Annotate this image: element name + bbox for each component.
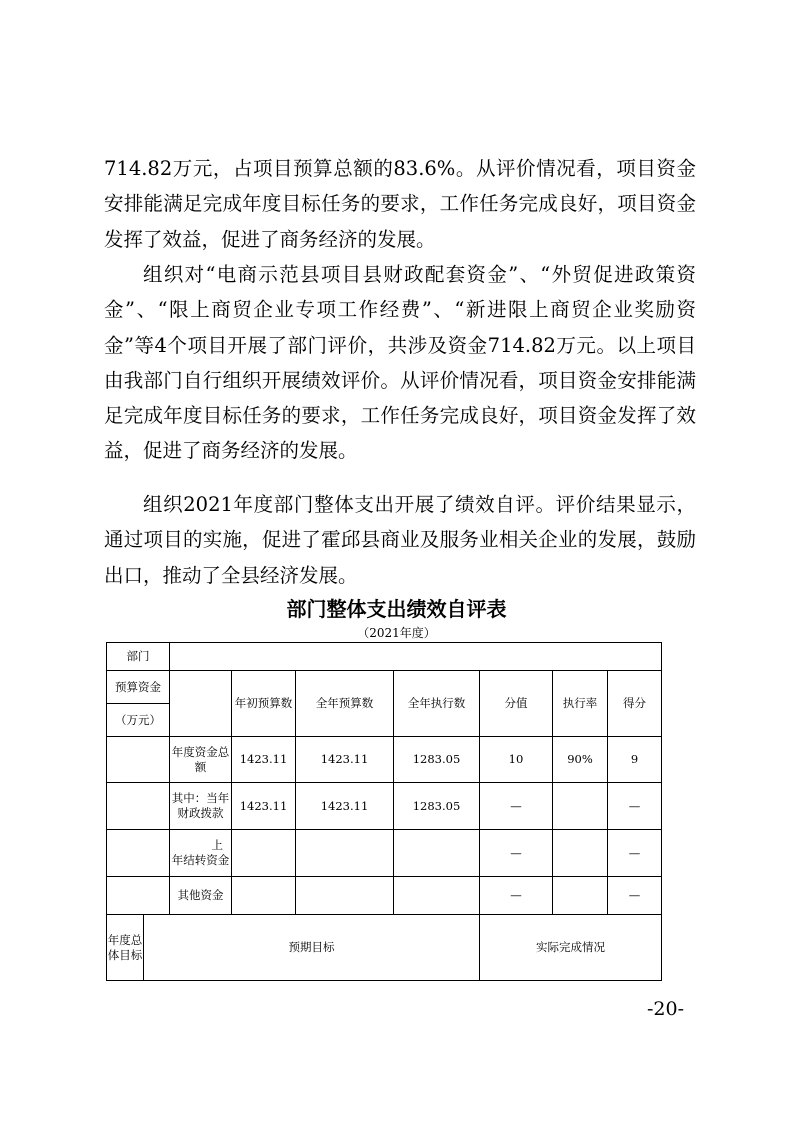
cell-annual: [296, 877, 394, 915]
cell-rate: 90%: [553, 737, 608, 783]
cell-annual: [296, 830, 394, 877]
header-score: 得分: [608, 671, 662, 737]
table-row: [107, 877, 662, 915]
budget-label: 预算资金: [107, 671, 170, 704]
cell-score-value: —: [480, 877, 553, 915]
row-label-top: 上: [211, 838, 223, 852]
header-rate: 执行率: [553, 671, 608, 737]
page-number: -20-: [647, 998, 685, 1020]
goals-expected: 预期目标: [144, 915, 480, 981]
header-score-value: 分值: [480, 671, 553, 737]
dept-label: 部门: [107, 643, 170, 671]
cell-rate: [553, 830, 608, 877]
header-initial: 年初预算数: [232, 671, 296, 737]
cell-initial: 1423.11: [232, 783, 296, 830]
evaluation-table: [106, 642, 662, 981]
cell-score: —: [608, 877, 662, 915]
row-label: [170, 830, 232, 877]
goals-row: [107, 915, 662, 981]
paragraph-1: 714.82万元，占项目预算总额的83.6%。从评价情况看，项目资金安排能满足完成年度目标任务的要求，工作任务完成良好，项目资金发挥了效益，促进了商务经济的发展。: [104, 157, 696, 251]
paragraph-3: 组织2021年度部门整体支出开展了绩效自评。评价结果显示，通过项目的实施，促进了霍邱县商业及服务业相关企业的发展，鼓励出口，推动了全县经济发展。: [104, 493, 696, 587]
header-row: [107, 671, 662, 704]
cell-executed: 1283.05: [394, 783, 480, 830]
header-annual: 全年预算数: [296, 671, 394, 737]
paragraph-2: 组织对“电商示范县项目县财政配套资金”、“外贸促进政策资金”、“限上商贸企业专项工作经费”、“新进限上商贸企业奖励资金”等4个项目开展了部门评价，共涉及资金714.82万元。以上项目由我部门自行组织开展绩效评价。从评价情况看，项目资金安排能满足完成年度目标任务的要求，工作任务完成良好，项目资金发挥了效益，促进了商务经济的发展。: [104, 263, 696, 463]
cell-executed: [394, 877, 480, 915]
cell-score: —: [608, 783, 662, 830]
cell-rate: [553, 877, 608, 915]
row-blank: [107, 877, 170, 915]
cell-annual: 1423.11: [296, 737, 394, 783]
table-row: [107, 783, 662, 830]
row-label: 年度资金总额: [170, 737, 232, 783]
table-row: [107, 830, 662, 877]
row-label: 其他资金: [170, 877, 232, 915]
row-blank: [107, 737, 170, 783]
cell-annual: 1423.11: [296, 783, 394, 830]
cell-rate: [553, 783, 608, 830]
row-blank: [107, 830, 170, 877]
goals-label: 年度总体目标: [107, 915, 144, 981]
row-label: 其中：当年财政拨款: [170, 783, 232, 830]
unit-label: （万元）: [107, 704, 170, 737]
cell-score: 9: [608, 737, 662, 783]
cell-executed: [394, 830, 480, 877]
cell-initial: 1423.11: [232, 737, 296, 783]
cell-initial: [232, 877, 296, 915]
cell-score-value: —: [480, 830, 553, 877]
table-title: 部门整体支出绩效自评表: [286, 597, 507, 621]
cell-score-value: —: [480, 783, 553, 830]
dept-row: [107, 643, 662, 671]
cell-score-value: 10: [480, 737, 553, 783]
table-row: [107, 737, 662, 783]
header-blank: [170, 671, 232, 737]
cell-score: —: [608, 830, 662, 877]
dept-value: [170, 643, 662, 671]
row-blank: [107, 783, 170, 830]
cell-initial: [232, 830, 296, 877]
row-label-main: 年结转资金: [171, 853, 230, 867]
table-subtitle: （2021年度）: [357, 626, 436, 640]
header-executed: 全年执行数: [394, 671, 480, 737]
cell-executed: 1283.05: [394, 737, 480, 783]
goals-actual: 实际完成情况: [480, 915, 662, 981]
